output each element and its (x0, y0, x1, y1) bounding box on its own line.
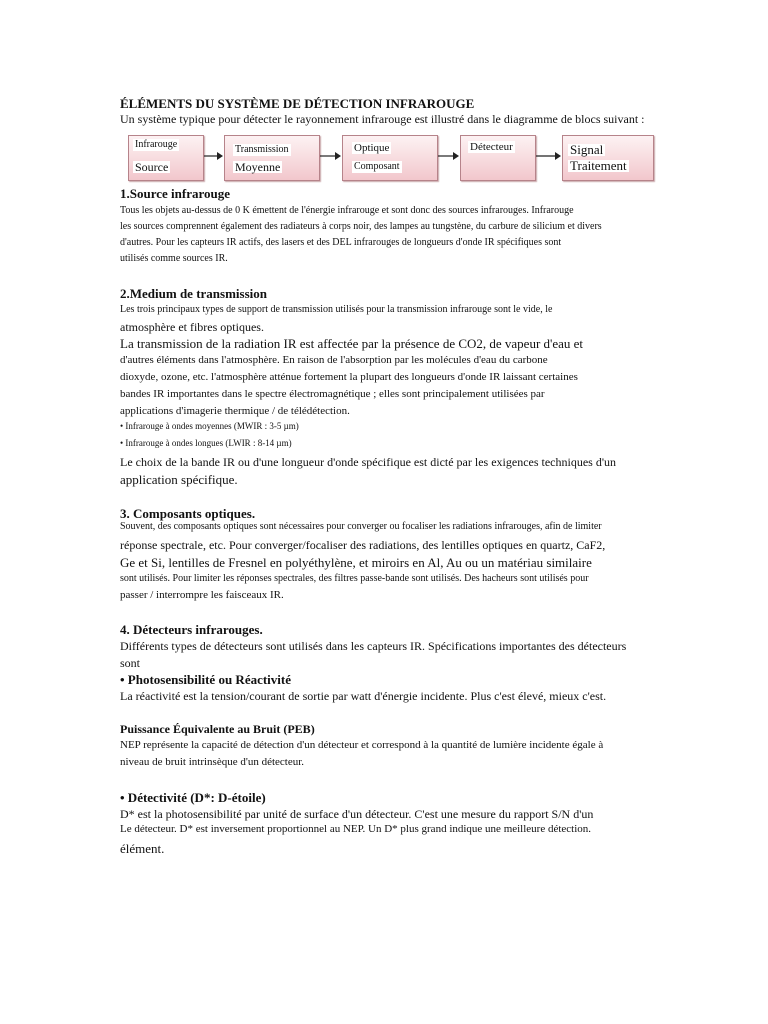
block-transmission-medium (224, 135, 320, 181)
body-line: sont utilisés. Pour limiter les réponses spectrales, des filtres passe-bande sont utilisés. Des hacheurs sont utilisés pour (120, 573, 589, 584)
body-line: réponse spectrale, etc. Pour converger/focaliser des radiations, des lentilles optiques en quartz, CaF2, (120, 538, 606, 552)
block-diagram (120, 130, 680, 186)
body-line: D* est la photosensibilité par unité de surface d'un détecteur. C'est une mesure du rapport S/N d'un (120, 807, 594, 821)
body-line: Ge et Si, lentilles de Fresnel en polyéthylène, et miroirs en Al, Au ou un matériau similaire (120, 555, 592, 570)
body-line: application spécifique. (120, 472, 238, 487)
block-label-top: Optique (354, 142, 390, 154)
body-line: La transmission de la radiation IR est affectée par la présence de CO2, de vapeur d'eau et (120, 336, 584, 351)
body-line: niveau de bruit intrinsèque d'un détecteur. (120, 756, 305, 768)
section-heading: 1.Source infrarouge (120, 186, 231, 201)
block-label-bottom: Composant (354, 161, 400, 172)
body-line: NEP représente la capacité de détection d'un détecteur et correspond à la quantité de lumière incidente égale à (120, 739, 604, 751)
bullet-item: • Infrarouge à ondes moyennes (MWIR : 3-5 µm) (120, 421, 299, 431)
body-line: sont (120, 656, 141, 670)
body-line: d'autres éléments dans l'atmosphère. En raison de l'absorption par les molécules d'eau du carbone (120, 354, 548, 366)
body-line: passer / interrompre les faisceaux IR. (120, 589, 284, 601)
block-signal-processing (562, 135, 654, 181)
body-line: Le détecteur. D* est inversement proportionnel au NEP. Un D* plus grand indique une meilleure détection. (120, 823, 592, 835)
block-infrared-source (128, 135, 204, 181)
block-label-top: Détecteur (470, 141, 513, 153)
body-line: les sources comprennent également des radiateurs à corps noir, des lampes au tungstène, du carbure de silicium et divers (120, 221, 602, 232)
block-label-bottom: Moyenne (235, 160, 281, 174)
body-line: Les trois principaux types de support de transmission utilisés pour la transmission infrarouge sont le vide, le (120, 304, 553, 315)
body-line: élément. (120, 841, 165, 856)
body-line: utilisés comme sources IR. (120, 253, 228, 264)
body-line: Le choix de la bande IR ou d'une longueur d'onde spécifique est dicté par les exigences techniques d'un (120, 455, 616, 469)
block-label-top: Infrarouge (135, 139, 178, 150)
page-title: ÉLÉMENTS DU SYSTÈME DE DÉTECTION INFRAROUGE (120, 96, 475, 111)
body-line: Souvent, des composants optiques sont nécessaires pour converger ou focaliser les radiations infrarouges, afin de limiter (120, 521, 602, 532)
block-detector (460, 135, 536, 181)
block-optical-component (342, 135, 438, 181)
arrow-right-icon (320, 150, 342, 162)
arrow-right-icon (204, 150, 224, 162)
section-heading: 3. Composants optiques. (120, 506, 256, 521)
block-label-bottom: Source (135, 160, 169, 174)
body-line: atmosphère et fibres optiques. (120, 320, 264, 334)
body-line: dioxyde, ozone, etc. l'atmosphère atténue fortement la plupart des longueurs d'onde IR laissant certaines (120, 371, 578, 383)
subsection-heading: Puissance Équivalente au Bruit (PEB) (120, 722, 315, 736)
arrow-right-icon (438, 150, 460, 162)
section-heading: 2.Medium de transmission (120, 286, 267, 301)
bullet-item: • Infrarouge à ondes longues (LWIR : 8-14 µm) (120, 438, 292, 448)
body-line: Différents types de détecteurs sont utilisés dans les capteurs IR. Spécifications importantes des détecteurs (120, 639, 627, 653)
body-line: bandes IR importantes dans le spectre électromagnétique ; elles sont principalement utilisées par (120, 388, 545, 400)
section-heading: 4. Détecteurs infrarouges. (120, 622, 263, 637)
block-label-top: Transmission (235, 144, 289, 155)
block-label-bottom: Traitement (570, 158, 627, 173)
subsection-heading: • Photosensibilité ou Réactivité (120, 672, 292, 687)
arrow-right-icon (536, 150, 562, 162)
block-label-top: Signal (570, 142, 604, 157)
body-line: applications d'imagerie thermique / de télédétection. (120, 405, 350, 417)
body-line: d'autres. Pour les capteurs IR actifs, des lasers et des DEL infrarouges de longueurs d'onde IR spécifiques sont (120, 237, 562, 248)
subsection-heading: • Détectivité (D*: D-étoile) (120, 790, 266, 805)
intro-text: Un système typique pour détecter le rayonnement infrarouge est illustré dans le diagramme de blocs suivant : (120, 112, 645, 126)
body-line: La réactivité est la tension/courant de sortie par watt d'énergie incidente. Plus c'est élevé, mieux c'est. (120, 689, 607, 703)
body-line: Tous les objets au-dessus de 0 K émettent de l'énergie infrarouge et sont donc des sources infrarouges. Infrarouge (120, 205, 574, 216)
